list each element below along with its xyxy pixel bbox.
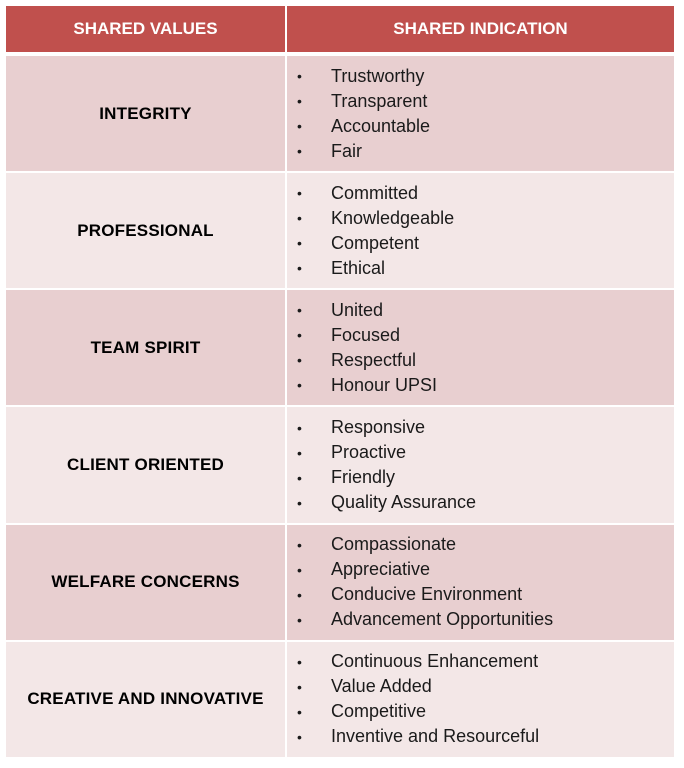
indication-text: Competent [331,232,420,253]
table-row [6,54,674,172]
indication-cell [286,641,674,758]
indication-text: Accountable [331,115,431,136]
indication-cell [286,172,674,289]
list-item [297,699,674,724]
bullet-dot-icon: • [297,444,302,461]
bullet-dot-icon: • [297,377,302,394]
list-item [297,231,674,256]
indication-cell [286,524,674,641]
list-item [297,298,674,323]
indication-text: Ethical [331,257,386,278]
bullet-dot-icon: • [297,419,302,436]
list-item [297,724,674,749]
bullet-dot-icon: • [297,611,302,628]
indication-text: Focused [331,324,401,345]
table-row [6,641,674,758]
bullet-dot-icon: • [297,143,302,160]
bullet-dot-icon: • [297,93,302,110]
value-cell: INTEGRITY [6,54,286,172]
bullet-dot-icon: • [297,536,302,553]
bullet-dot-icon: • [297,260,302,277]
indication-text: Advancement Opportunities [331,609,554,630]
bullet-dot-icon: • [297,678,302,695]
indication-text: Transparent [331,90,428,111]
indication-cell [286,289,674,406]
value-cell: CREATIVE AND INNOVATIVE [6,641,286,758]
bullet-dot-icon: • [297,728,302,745]
bullet-dot-icon: • [297,469,302,486]
indication-list [287,415,674,515]
table-row [6,524,674,641]
list-item [297,674,674,699]
value-cell: WELFARE CONCERNS [6,524,286,641]
bullet-dot-icon: • [297,235,302,252]
list-item [297,373,674,398]
indication-text: Appreciative [331,559,431,580]
bullet-dot-icon: • [297,653,302,670]
bullet-dot-icon: • [297,302,302,319]
indication-text: Committed [331,182,419,203]
indication-list [287,64,674,164]
indication-text: Honour UPSI [331,374,438,395]
bullet-dot-icon: • [297,327,302,344]
indication-text: Respectful [331,349,417,370]
list-item [297,557,674,582]
value-cell: PROFESSIONAL [6,172,286,289]
list-item [297,490,674,515]
table-row [6,289,674,406]
header-shared-values: SHARED VALUES [6,6,286,54]
bullet-dot-icon: • [297,118,302,135]
bullet-dot-icon: • [297,561,302,578]
bullet-dot-icon: • [297,185,302,202]
indication-cell [286,406,674,523]
indication-text: Compassionate [331,534,457,555]
list-item [297,139,674,164]
indication-list [287,649,674,749]
header-row [6,6,674,54]
indication-text: Value Added [331,676,432,697]
indication-text: Conducive Environment [331,584,523,605]
list-item [297,440,674,465]
value-cell: TEAM SPIRIT [6,289,286,406]
bullet-dot-icon: • [297,494,302,511]
indication-text: United [331,299,384,320]
shared-values-table [6,6,674,759]
list-item [297,256,674,281]
list-item [297,465,674,490]
header-shared-indication: SHARED INDICATION [286,6,674,54]
bullet-dot-icon: • [297,352,302,369]
indication-text: Continuous Enhancement [331,651,539,672]
list-item [297,89,674,114]
table-row [6,406,674,523]
indication-text: Inventive and Resourceful [331,726,540,747]
indication-text: Responsive [331,417,426,438]
table-row [6,172,674,289]
list-item [297,607,674,632]
list-item [297,114,674,139]
indication-text: Competitive [331,701,427,722]
list-item [297,649,674,674]
indication-text: Fair [331,140,362,161]
value-cell: CLIENT ORIENTED [6,406,286,523]
indication-text: Trustworthy [331,65,425,86]
list-item [297,323,674,348]
list-item [297,582,674,607]
indication-list [287,181,674,281]
indication-text: Knowledgeable [331,207,455,228]
bullet-dot-icon: • [297,210,302,227]
bullet-dot-icon: • [297,703,302,720]
bullet-dot-icon: • [297,586,302,603]
list-item [297,64,674,89]
indication-list [287,532,674,632]
bullet-dot-icon: • [297,68,302,85]
indication-text: Proactive [331,442,407,463]
list-item [297,415,674,440]
list-item [297,348,674,373]
list-item [297,532,674,557]
list-item [297,181,674,206]
indication-text: Friendly [331,467,396,488]
indication-text: Quality Assurance [331,492,477,513]
indication-list [287,298,674,398]
list-item [297,206,674,231]
indication-cell [286,54,674,172]
